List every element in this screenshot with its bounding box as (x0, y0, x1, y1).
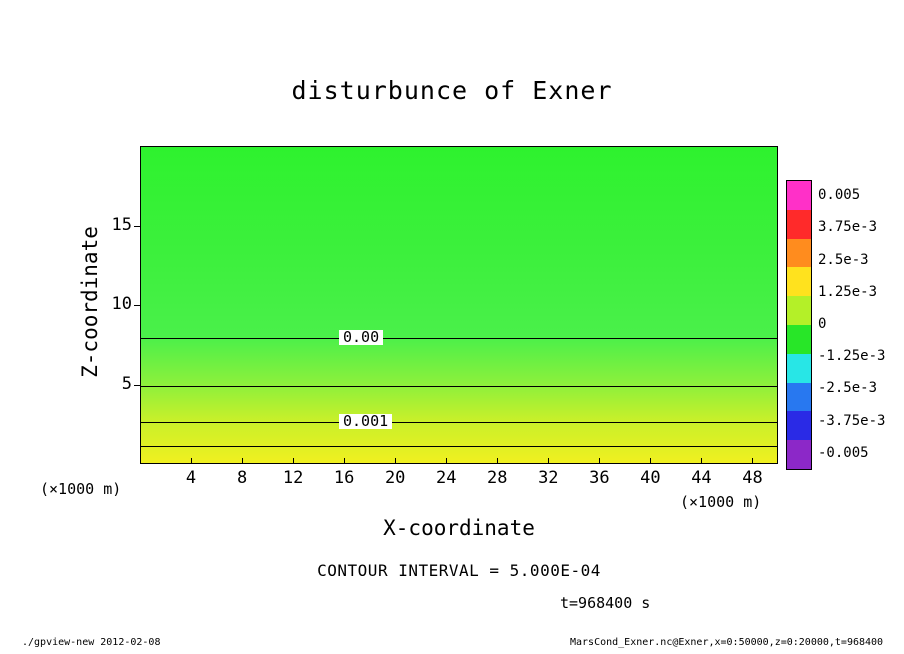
page-title: disturbunce of Exner (291, 76, 613, 105)
colorbar-cell (787, 440, 811, 469)
colorbar-tick-label: 0.005 (818, 187, 861, 204)
y-axis-units: (×1000 m) (40, 480, 122, 498)
colorbar-cell (787, 239, 811, 268)
colorbar-tick-label: -2.5e-3 (818, 380, 878, 397)
colorbar-tick-label: 1.25e-3 (818, 283, 878, 300)
x-tick-mark (395, 458, 396, 464)
x-tick-mark (191, 458, 192, 464)
plot-area (140, 146, 778, 464)
x-tick-mark (701, 458, 702, 464)
field-gradient (141, 147, 777, 463)
y-tick-mark (134, 226, 140, 227)
y-tick-label: 10 (111, 294, 132, 314)
colorbar-cell (787, 181, 811, 210)
x-tick-mark (599, 458, 600, 464)
x-axis-units: (×1000 m) (680, 493, 762, 511)
contour-line (141, 422, 777, 423)
colorbar-cell (787, 383, 811, 412)
contour-label: 0.001 (339, 414, 392, 429)
x-tick-mark (446, 458, 447, 464)
x-tick-label: 24 (435, 468, 457, 488)
colorbar-tick-label: 2.5e-3 (818, 251, 869, 268)
y-tick-label: 5 (121, 373, 132, 394)
x-axis-label: X-coordinate (383, 516, 535, 540)
contour-label: 0.00 (339, 330, 383, 345)
colorbar-cell (787, 296, 811, 325)
x-tick-label: 8 (236, 468, 248, 488)
x-tick-mark (344, 458, 345, 464)
colorbar-tick-label: -0.005 (818, 444, 869, 461)
x-tick-label: 4 (185, 468, 197, 488)
colorbar-cell (787, 354, 811, 383)
x-tick-label: 40 (640, 468, 661, 488)
y-tick-mark (134, 385, 140, 386)
colorbar-cell (787, 411, 811, 440)
footer-left-text: ./gpview-new 2012-02-08 (22, 637, 161, 648)
colorbar-tick-label: -1.25e-3 (818, 348, 886, 365)
contour-line (141, 446, 777, 447)
y-axis-label: Z-coordinate (78, 226, 102, 378)
x-tick-label: 48 (742, 468, 763, 488)
y-tick-label: 15 (111, 214, 132, 235)
x-tick-mark (242, 458, 243, 464)
x-tick-mark (752, 458, 753, 464)
contour-line (141, 386, 777, 387)
y-tick-mark (134, 305, 140, 306)
x-tick-label: 36 (589, 468, 610, 488)
x-tick-label: 20 (384, 468, 406, 488)
colorbar-cell (787, 267, 811, 296)
x-tick-mark (293, 458, 294, 464)
time-label: t=968400 s (560, 594, 651, 612)
x-tick-label: 32 (538, 468, 559, 488)
x-tick-mark (548, 458, 549, 464)
colorbar-tick-label: 0 (818, 316, 827, 332)
x-tick-label: 12 (282, 468, 304, 488)
footer-right-text: MarsCond_Exner.nc@Exner,x=0:50000,z=0:20000,t=968400 (570, 637, 884, 648)
colorbar-tick-label: 3.75e-3 (818, 219, 878, 236)
x-tick-mark (650, 458, 651, 464)
colorbar (786, 180, 812, 470)
colorbar-cell (787, 210, 811, 239)
x-tick-mark (497, 458, 498, 464)
x-tick-label: 44 (691, 468, 712, 488)
contour-interval-label: CONTOUR INTERVAL = 5.000E-04 (317, 561, 601, 580)
x-tick-label: 28 (487, 468, 508, 488)
colorbar-cell (787, 325, 811, 354)
colorbar-tick-label: -3.75e-3 (818, 412, 886, 429)
contour-line (141, 338, 777, 339)
x-tick-label: 16 (333, 468, 355, 488)
